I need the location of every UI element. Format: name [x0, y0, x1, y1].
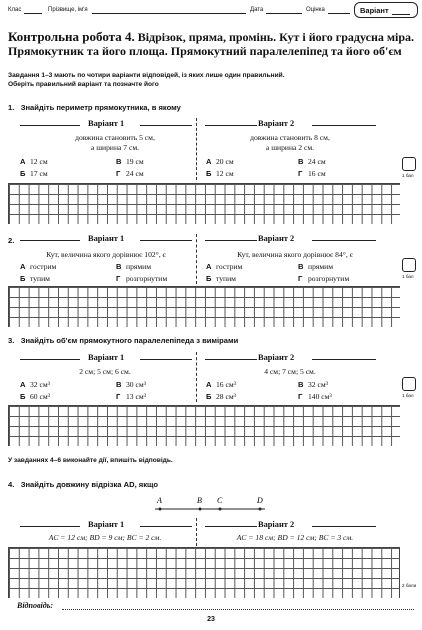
variant-2-heading: Варіант 2: [258, 119, 295, 128]
point-a-dot: [159, 508, 162, 511]
variant-rule: [205, 359, 257, 360]
option-a[interactable]: А гострим: [206, 262, 243, 271]
variant-rule: [20, 125, 80, 126]
variant-1-heading: Варіант 1: [88, 353, 125, 362]
option-g[interactable]: Г 24 см: [116, 169, 144, 178]
answer-grid[interactable]: [8, 183, 400, 224]
variant-rule: [312, 359, 376, 360]
task-1-v2-body: довжина становить 8 см, а ширина 2 см.: [250, 133, 330, 152]
answer-grid[interactable]: [8, 286, 400, 327]
instructions-4-6: У завданнях 4–6 виконайте дії, впишіть відповідь.: [8, 457, 173, 464]
option-a[interactable]: А гострим: [20, 262, 57, 271]
answer-line[interactable]: [62, 609, 414, 610]
variant-2-heading: Варіант 2: [258, 520, 295, 529]
name-field[interactable]: [92, 13, 246, 14]
variant-1-heading: Варіант 1: [88, 234, 125, 243]
option-g[interactable]: Г розгорнутим: [298, 274, 350, 283]
date-label: Дата: [250, 7, 264, 13]
grade-field[interactable]: [328, 13, 350, 14]
class-field[interactable]: [24, 13, 42, 14]
option-b[interactable]: Б 17 см: [20, 169, 48, 178]
title-lead: Контрольна робота 4.: [8, 29, 135, 44]
variant-separator: [196, 518, 197, 546]
answer-label: Відповідь:: [17, 601, 54, 610]
points-label: 1 бал: [402, 173, 414, 178]
option-v[interactable]: В прямим: [298, 262, 334, 271]
answer-checkbox[interactable]: [402, 258, 416, 272]
grade-label: Оцінка: [306, 7, 325, 13]
variant-rule: [312, 526, 376, 527]
point-d-label: D: [257, 496, 263, 505]
point-b-dot: [199, 508, 202, 511]
option-b[interactable]: Б 60 см³: [20, 392, 50, 401]
task-3-v2-body: 4 см; 7 см; 5 см.: [264, 367, 316, 376]
variant-1-heading: Варіант 1: [88, 520, 125, 529]
task-text: Знайдіть довжину відрізка AD, якщо: [20, 480, 158, 489]
date-field[interactable]: [266, 13, 302, 14]
variant-rule: [205, 240, 257, 241]
option-v[interactable]: В 19 см: [116, 157, 144, 166]
class-label: Клас: [8, 7, 22, 13]
page-number: 23: [207, 616, 215, 623]
task-4-prompt: [8, 480, 158, 489]
option-b[interactable]: Б 12 см: [206, 169, 234, 178]
option-v[interactable]: В 30 см³: [116, 380, 146, 389]
option-b[interactable]: Б тупим: [206, 274, 236, 283]
variant-separator: [196, 234, 197, 284]
task-2-v2-body: Кут, величина якого дорівнює 84°, є: [237, 250, 353, 259]
option-v[interactable]: В 32 см³: [298, 380, 328, 389]
page-title: [8, 30, 418, 58]
point-c-label: C: [217, 496, 223, 505]
variant-2-heading: Варіант 2: [258, 234, 295, 243]
segment-diagram: [150, 494, 270, 518]
points-label: 1 бал: [402, 274, 414, 279]
option-b[interactable]: Б тупим: [20, 274, 50, 283]
task-text: Знайдіть периметр прямокутника, в якому: [20, 103, 181, 112]
point-b-label: B: [197, 496, 202, 505]
variant-rule: [312, 125, 376, 126]
option-v[interactable]: В 24 см: [298, 157, 326, 166]
task-number: 4.: [8, 480, 15, 489]
option-g[interactable]: Г розгорнутим: [116, 274, 168, 283]
variant-rule: [205, 526, 257, 527]
point-c-dot: [219, 508, 222, 511]
task-text: Знайдіть об'єм прямокутного паралелепіпеда з вимірами: [20, 336, 239, 345]
variant-rule: [140, 526, 192, 527]
task-4-v1-body: AC = 12 см; BD = 9 см; BC = 2 см.: [48, 533, 162, 542]
variant-1-heading: Варіант 1: [88, 119, 125, 128]
title-rest: Відрізок, пряма, промінь. Кут і його градусна міра. Прямокутник та його площа. Прямокутний паралелепіпед та його об'єм: [8, 30, 415, 58]
task-3-v1-body: 2 см; 5 см; 6 см.: [79, 367, 131, 376]
variant-rule: [140, 125, 192, 126]
variant-rule: [20, 526, 80, 527]
point-d-dot: [259, 508, 262, 511]
instructions-line-1: Завдання 1–3 мають по чотири варіанти відповідей, із яких лише один правильний.: [8, 72, 285, 79]
variant-separator: [196, 118, 197, 180]
variant-2-heading: Варіант 2: [258, 353, 295, 362]
variant-label: Варіант: [360, 6, 389, 15]
points-label: 1 бал: [402, 393, 414, 398]
option-a[interactable]: А 32 см³: [20, 380, 50, 389]
task-2-v1-body: Кут, величина якого дорівнює 102°, є: [46, 250, 166, 259]
variant-rule: [312, 240, 376, 241]
option-a[interactable]: А 16 см³: [206, 380, 236, 389]
answer-checkbox[interactable]: [402, 377, 416, 391]
points-label: 2 бали: [402, 583, 417, 588]
variant-separator: [196, 352, 197, 402]
answer-checkbox[interactable]: [402, 157, 416, 171]
task-4-v2-body: AC = 18 см; BD = 12 см; BC = 3 см.: [236, 533, 354, 542]
task-number: 3.: [8, 336, 15, 345]
variant-rule: [20, 240, 80, 241]
option-g[interactable]: Г 13 см³: [116, 392, 146, 401]
variant-rule: [140, 240, 192, 241]
option-a[interactable]: А 12 см: [20, 157, 48, 166]
name-label: Прізвище, ім'я: [48, 7, 88, 13]
option-b[interactable]: Б 28 см³: [206, 392, 236, 401]
variant-rule: [205, 125, 257, 126]
variant-rule: [20, 359, 80, 360]
task-number: 1.: [8, 103, 15, 112]
variant-rule: [140, 359, 192, 360]
instructions-line-2: Оберіть правильний варіант та позначте його: [8, 81, 159, 88]
point-a-label: A: [157, 496, 162, 505]
task-2-number: 2.: [8, 236, 15, 245]
option-g[interactable]: Г 16 см: [298, 169, 326, 178]
instructions-1-3: [8, 71, 285, 89]
task-1-v1-body: довжина становить 5 см, а ширина 7 см.: [75, 133, 155, 152]
answer-grid[interactable]: [8, 405, 400, 446]
task-3-prompt: [8, 336, 238, 345]
task-1-prompt: [8, 103, 181, 112]
variant-box[interactable]: [354, 2, 418, 18]
option-g[interactable]: Г 140 см³: [298, 392, 332, 401]
answer-grid[interactable]: [8, 547, 400, 598]
option-a[interactable]: А 20 см: [206, 157, 234, 166]
option-v[interactable]: В прямим: [116, 262, 152, 271]
